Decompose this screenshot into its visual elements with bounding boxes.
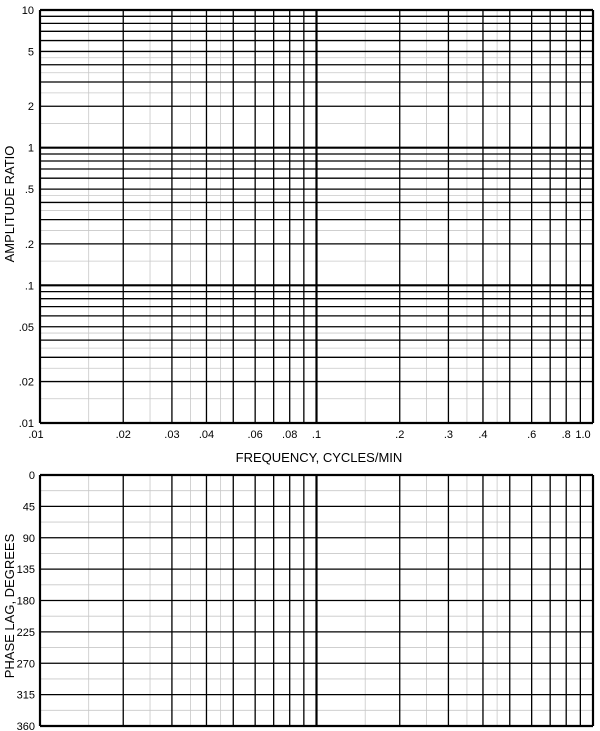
phase-lag-tick-labels: [17, 470, 35, 731]
phase-lag-tick-label: 180: [16, 595, 35, 608]
frequency-axis-title: FREQUENCY, CYCLES/MIN: [235, 450, 403, 465]
frequency-tick-label: .1: [311, 429, 322, 441]
amplitude-ratio-tick-label: .2: [24, 238, 34, 251]
frequency-tick-label: 1.0: [575, 429, 591, 441]
phase-lag-tick-label: 270: [16, 658, 35, 671]
phase-lag-tick-label: 135: [16, 564, 35, 577]
frequency-tick-label: .8: [561, 429, 571, 441]
frequency-tick-label: .3: [443, 429, 454, 441]
frequency-tick-label: .03: [164, 429, 180, 441]
frequency-tick-label: .4: [478, 429, 488, 441]
amplitude-ratio-tick-label: 5: [27, 46, 34, 59]
frequency-tick-label: .08: [282, 429, 298, 441]
phase-lag-tick-label: 45: [22, 501, 35, 514]
phase-lag-tick-label: 90: [22, 532, 35, 545]
phase-lag-tick-label: 225: [16, 626, 35, 639]
phase-lag-axis-title: PHASE LAG, DEGREES: [2, 533, 17, 679]
frequency-tick-label: .6: [527, 429, 537, 441]
phase-lag-tick-label: 0: [28, 470, 35, 482]
frequency-tick-label: .04: [198, 429, 215, 441]
phase-lag-grid: [40, 475, 593, 726]
frequency-tick-label: .2: [395, 429, 405, 441]
frequency-tick-label: .01: [28, 429, 44, 441]
frequency-tick-labels: [28, 429, 590, 441]
amplitude-ratio-tick-label: 2: [27, 101, 34, 114]
amplitude-ratio-tick-labels: [19, 5, 34, 430]
phase-lag-tick-label: 315: [16, 689, 35, 702]
phase-lag-tick-label: 360: [16, 721, 35, 731]
amplitude-ratio-tick-label: .1: [24, 280, 34, 293]
amplitude-ratio-tick-label: .02: [18, 376, 34, 389]
amplitude-ratio-grid: [40, 10, 593, 423]
amplitude-ratio-tick-label: 10: [21, 5, 34, 17]
amplitude-ratio-tick-label: .05: [18, 321, 34, 334]
amplitude-ratio-tick-label: .01: [18, 418, 34, 430]
frequency-tick-label: .02: [115, 429, 131, 441]
amplitude-ratio-axis-title: AMPLITUDE RATIO: [2, 145, 17, 263]
frequency-tick-label: .06: [247, 429, 263, 441]
amplitude-ratio-tick-label: .5: [24, 184, 34, 197]
amplitude-ratio-tick-label: 1: [27, 142, 34, 155]
